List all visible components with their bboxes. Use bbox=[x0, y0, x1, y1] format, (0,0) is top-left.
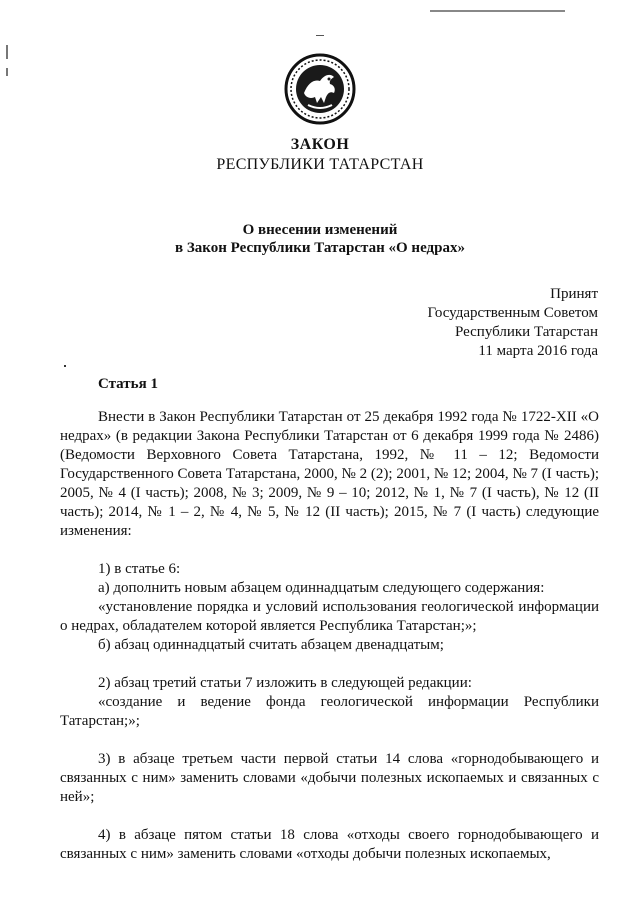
item-1-a: а) дополнить новым абзацем одиннадцатым следующего содержания: bbox=[98, 580, 545, 596]
acceptance-date: 11 марта 2016 года bbox=[478, 343, 598, 359]
acceptance-line: Республики Татарстан bbox=[454, 324, 598, 340]
document-title: ЗАКОН bbox=[290, 136, 350, 153]
page-mark bbox=[316, 35, 324, 36]
coat-of-arms-tatarstan-icon bbox=[284, 53, 356, 125]
law-subject-line-2: в Закон Республики Татарстан «О недрах» bbox=[175, 240, 465, 256]
item-4: 4) в абзаце пятом статьи 18 слова «отходы своего горнодобывающего и связанных с ним» заменить словами «отходы добычи полезных ископаемых, bbox=[60, 827, 599, 862]
item-1-b: б) абзац одиннадцатый считать абзацем двенадцатым; bbox=[98, 637, 444, 653]
acceptance-line: Принят bbox=[550, 286, 598, 302]
article-intro: Внести в Закон Республики Татарстан от 25 декабря 1992 года № 1722-XII «О недрах» (в редакции Закона Республики Татарстан от 6 декабря 1999 года № 2486) (Ведомости Верховного Совета Татарстана, 1992, № 11 – 12; Ведомости Государственного Совета Татарстана, 2000, № 2 (2); 2001, № 12; 2004, № 7 (I часть); 2005, № 4 (I часть); 2008, № 3; 2009, № 9 – 10; 2012, № 1, № 7 (I часть), № 12 (II часть); 2014, № 1 – 2, № 4, № 5, № 12 (II часть); 2015, № 7 (I часть) следующие изменения: bbox=[60, 409, 599, 539]
scan-speck bbox=[64, 365, 66, 367]
article-body bbox=[60, 408, 599, 864]
acceptance-line: Государственным Советом bbox=[427, 305, 598, 321]
scan-margin-mark bbox=[6, 45, 8, 59]
document-issuer: РЕСПУБЛИКИ ТАТАРСТАН bbox=[216, 156, 424, 173]
item-2-heading: 2) абзац третий статьи 7 изложить в следующей редакции: bbox=[98, 675, 472, 691]
item-1-quote: «установление порядка и условий использования геологической информации о недрах, обладателем которой является Республика Татарстан;»; bbox=[60, 599, 599, 634]
item-2-quote: «создание и ведение фонда геологической информации Республики Татарстан;»; bbox=[60, 694, 599, 729]
item-3: 3) в абзаце третьем части первой статьи 14 слова «горнодобывающего и связанных с ним» заменить словами «добычи полезных ископаемых и связанных с ней»; bbox=[60, 751, 599, 805]
scan-edge-line bbox=[430, 10, 565, 12]
item-1-heading: 1) в статье 6: bbox=[98, 561, 181, 577]
law-subject-line-1: О внесении изменений bbox=[242, 222, 398, 238]
acceptance-block bbox=[428, 285, 599, 361]
article-heading: Статья 1 bbox=[98, 376, 158, 392]
scan-margin-mark bbox=[6, 68, 8, 76]
